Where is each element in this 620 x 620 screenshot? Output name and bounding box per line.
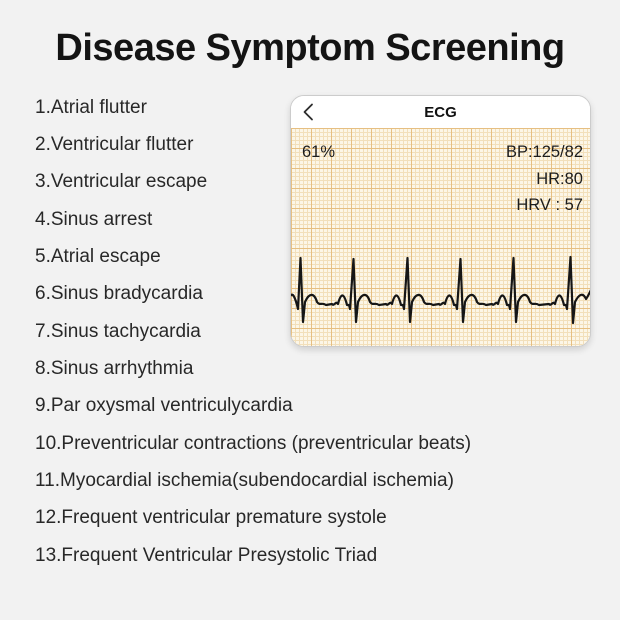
ecg-waveform: [291, 128, 591, 347]
symptom-list-item: 9.Par oxysmal ventriculycardia: [35, 395, 293, 417]
ecg-grid-paper: [291, 128, 590, 346]
symptom-list-item: 4.Sinus arrest: [35, 208, 153, 230]
symptom-list-item: 3.Ventricular escape: [35, 171, 208, 193]
symptom-list-item: 5.Atrial escape: [35, 246, 161, 268]
symptom-list-item: 11.Myocardial ischemia(subendocardial ischemia): [35, 470, 454, 492]
hrv-readout: HRV : 57: [516, 196, 583, 214]
symptom-list-item: 12.Frequent ventricular premature systole: [35, 507, 387, 529]
symptom-list-item: 7.Sinus tachycardia: [35, 320, 201, 342]
symptom-list-item: 2.Ventricular flutter: [35, 134, 194, 156]
bp-readout: BP:125/82: [505, 143, 583, 161]
page-title: Disease Symptom Screening: [55, 27, 565, 69]
symptom-list-item: 1.Atrial flutter: [35, 96, 147, 118]
battery-percentage: 61%: [302, 143, 336, 161]
hr-readout: HR:80: [536, 169, 583, 188]
symptom-list-item: 8.Sinus arrhythmia: [35, 358, 194, 380]
ecg-header: [291, 96, 590, 128]
ecg-app-screen: [290, 95, 591, 347]
symptom-list-item: 13.Frequent Ventricular Presystolic Triad: [35, 544, 378, 566]
symptom-list-item: 10.Preventricular contractions (preventricular beats): [35, 432, 472, 454]
ecg-screen-title: ECG: [424, 104, 457, 121]
symptom-list-item: 6.Sinus bradycardia: [35, 283, 203, 305]
ecg-trace-path: [291, 257, 591, 323]
